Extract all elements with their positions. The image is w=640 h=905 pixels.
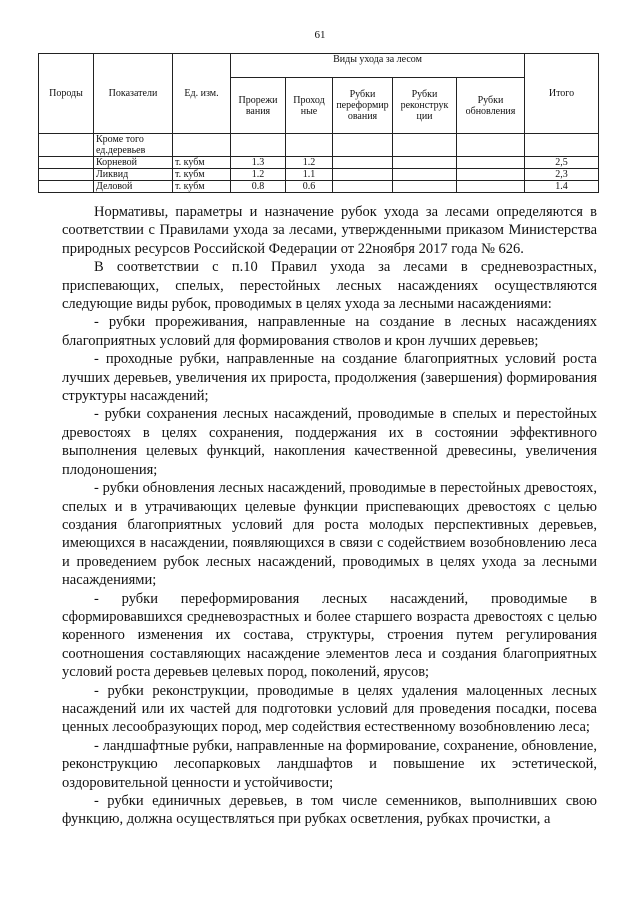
paragraph: В соответствии с п.10 Правил ухода за лесами в средневозрастных, приспевающих, спелых, перестойных лесных насаждениях осуществляются следующие виды рубок, проводимых в целях ухода за лесными насаждениями: (62, 259, 597, 313)
logging-volume-table (38, 53, 599, 193)
cell-value (333, 157, 393, 169)
cell-value (333, 134, 393, 157)
cell-value (457, 134, 525, 157)
list-item: - проходные рубки, направленные на создание благоприятных условий роста лучших деревьев, увеличения их прироста, продолжения (завершения) формирования структуры насаждений; (62, 351, 597, 405)
table-row (39, 169, 599, 181)
cell-value: 1.2 (231, 169, 286, 181)
cell-species (39, 181, 94, 193)
cell-indicator: Деловой (94, 181, 173, 193)
list-item: - ландшафтные рубки, направленные на формирование, сохранение, обновление, реконструкцию лесопарковых ландшафтов и повышение их эстетической, оздоровительной ценности и устойчивости; (62, 737, 597, 791)
cell-total: 2,5 (525, 157, 599, 169)
list-item: - рубки сохранения лесных насаждений, проводимые в спелых и перестойных древостоях в целях сохранения, поддержания их в состоянии эффективного выполнения целевых функций, накопления качественной древесины, увеличения плодоношения; (62, 406, 597, 478)
cell-total (525, 134, 599, 157)
header-reformation-cutting: Рубки переформир ования (333, 78, 393, 134)
header-thinning: Прорежи вания (231, 78, 286, 134)
cell-value (393, 169, 457, 181)
paragraph: Нормативы, параметры и назначение рубок ухода за лесами определяются в соответствии с Правилами ухода за лесами, утвержденными приказом Министерства природных ресурсов Российской Федерации от 22ноября 2017 года № 626. (62, 204, 597, 257)
cell-value (393, 157, 457, 169)
header-total: Итого (525, 54, 599, 134)
table-row (39, 181, 599, 193)
cell-value (393, 134, 457, 157)
list-item: - рубки единичных деревьев, в том числе семенников, выполнивших свою функцию, должна осуществляться при рубках осветления, рубках прочистки, а (62, 793, 597, 828)
cell-unit: т. кубм (173, 181, 231, 193)
header-care-types: Виды ухода за лесом (231, 54, 525, 78)
header-unit: Ед. изм. (173, 54, 231, 134)
cell-value: 1.1 (286, 169, 333, 181)
cell-value (393, 181, 457, 193)
cell-value (333, 169, 393, 181)
cell-value: 1.2 (286, 157, 333, 169)
cell-value (457, 169, 525, 181)
cell-total: 2,3 (525, 169, 599, 181)
page-number: 61 (314, 29, 326, 41)
cell-value: 0.8 (231, 181, 286, 193)
body-text (62, 203, 597, 829)
header-species: Породы (39, 54, 94, 134)
cell-unit (173, 134, 231, 157)
cell-indicator: Кроме того ед.деревьев (94, 134, 173, 157)
list-item: - рубки реконструкции, проводимые в целях удаления малоценных лесных насаждений или их частей для подготовки условий для проведения посадки, посева ценных лесообразующих пород, мер содействия естественному возобновлению леса; (62, 682, 597, 736)
list-item: - рубки прореживания, направленные на создание в лесных насаждениях благоприятных условий для формирования стволов и крон лучших деревьев; (62, 314, 597, 349)
cell-unit: т. кубм (173, 169, 231, 181)
cell-value (333, 181, 393, 193)
cell-value: 1.3 (231, 157, 286, 169)
cell-value (457, 181, 525, 193)
cell-value: 0.6 (286, 181, 333, 193)
cell-value (231, 134, 286, 157)
cell-unit: т. кубм (173, 157, 231, 169)
cell-species (39, 169, 94, 181)
list-item: - рубки переформирования лесных насаждений, проводимые в сформировавшихся средневозрастных и более старшего возраста древостоях с целью коренного изменения их состава, структуры, строения путем регулирования соотношения составляющих насаждение элементов леса и создания благоприятных условий роста деревьев целевых пород, поколений, ярусов; (62, 590, 597, 681)
list-item: - рубки обновления лесных насаждений, проводимые в перестойных древостоях, спелых и в утрачивающих целевые функции приспевающих древостоях с целью создания благоприятных условий для роста молодых перспективных деревьев, имеющихся в насаждении, появляющихся в связи с содействием возобновлению леса и проведением рубок лесных насаждений, проводимых в целях ухода за лесными насаждениями; (62, 480, 597, 589)
cell-species (39, 157, 94, 169)
table-row (39, 157, 599, 169)
cell-indicator: Ликвид (94, 169, 173, 181)
cell-value (457, 157, 525, 169)
header-reconstruction-cutting: Рубки реконструк ции (393, 78, 457, 134)
cell-indicator: Корневой (94, 157, 173, 169)
cell-species (39, 134, 94, 157)
header-passage-cutting: Проход ные (286, 78, 333, 134)
table-row (39, 134, 599, 157)
cell-total: 1.4 (525, 181, 599, 193)
header-indicators: Показатели (94, 54, 173, 134)
header-renewal-cutting: Рубки обновления (457, 78, 525, 134)
cell-value (286, 134, 333, 157)
